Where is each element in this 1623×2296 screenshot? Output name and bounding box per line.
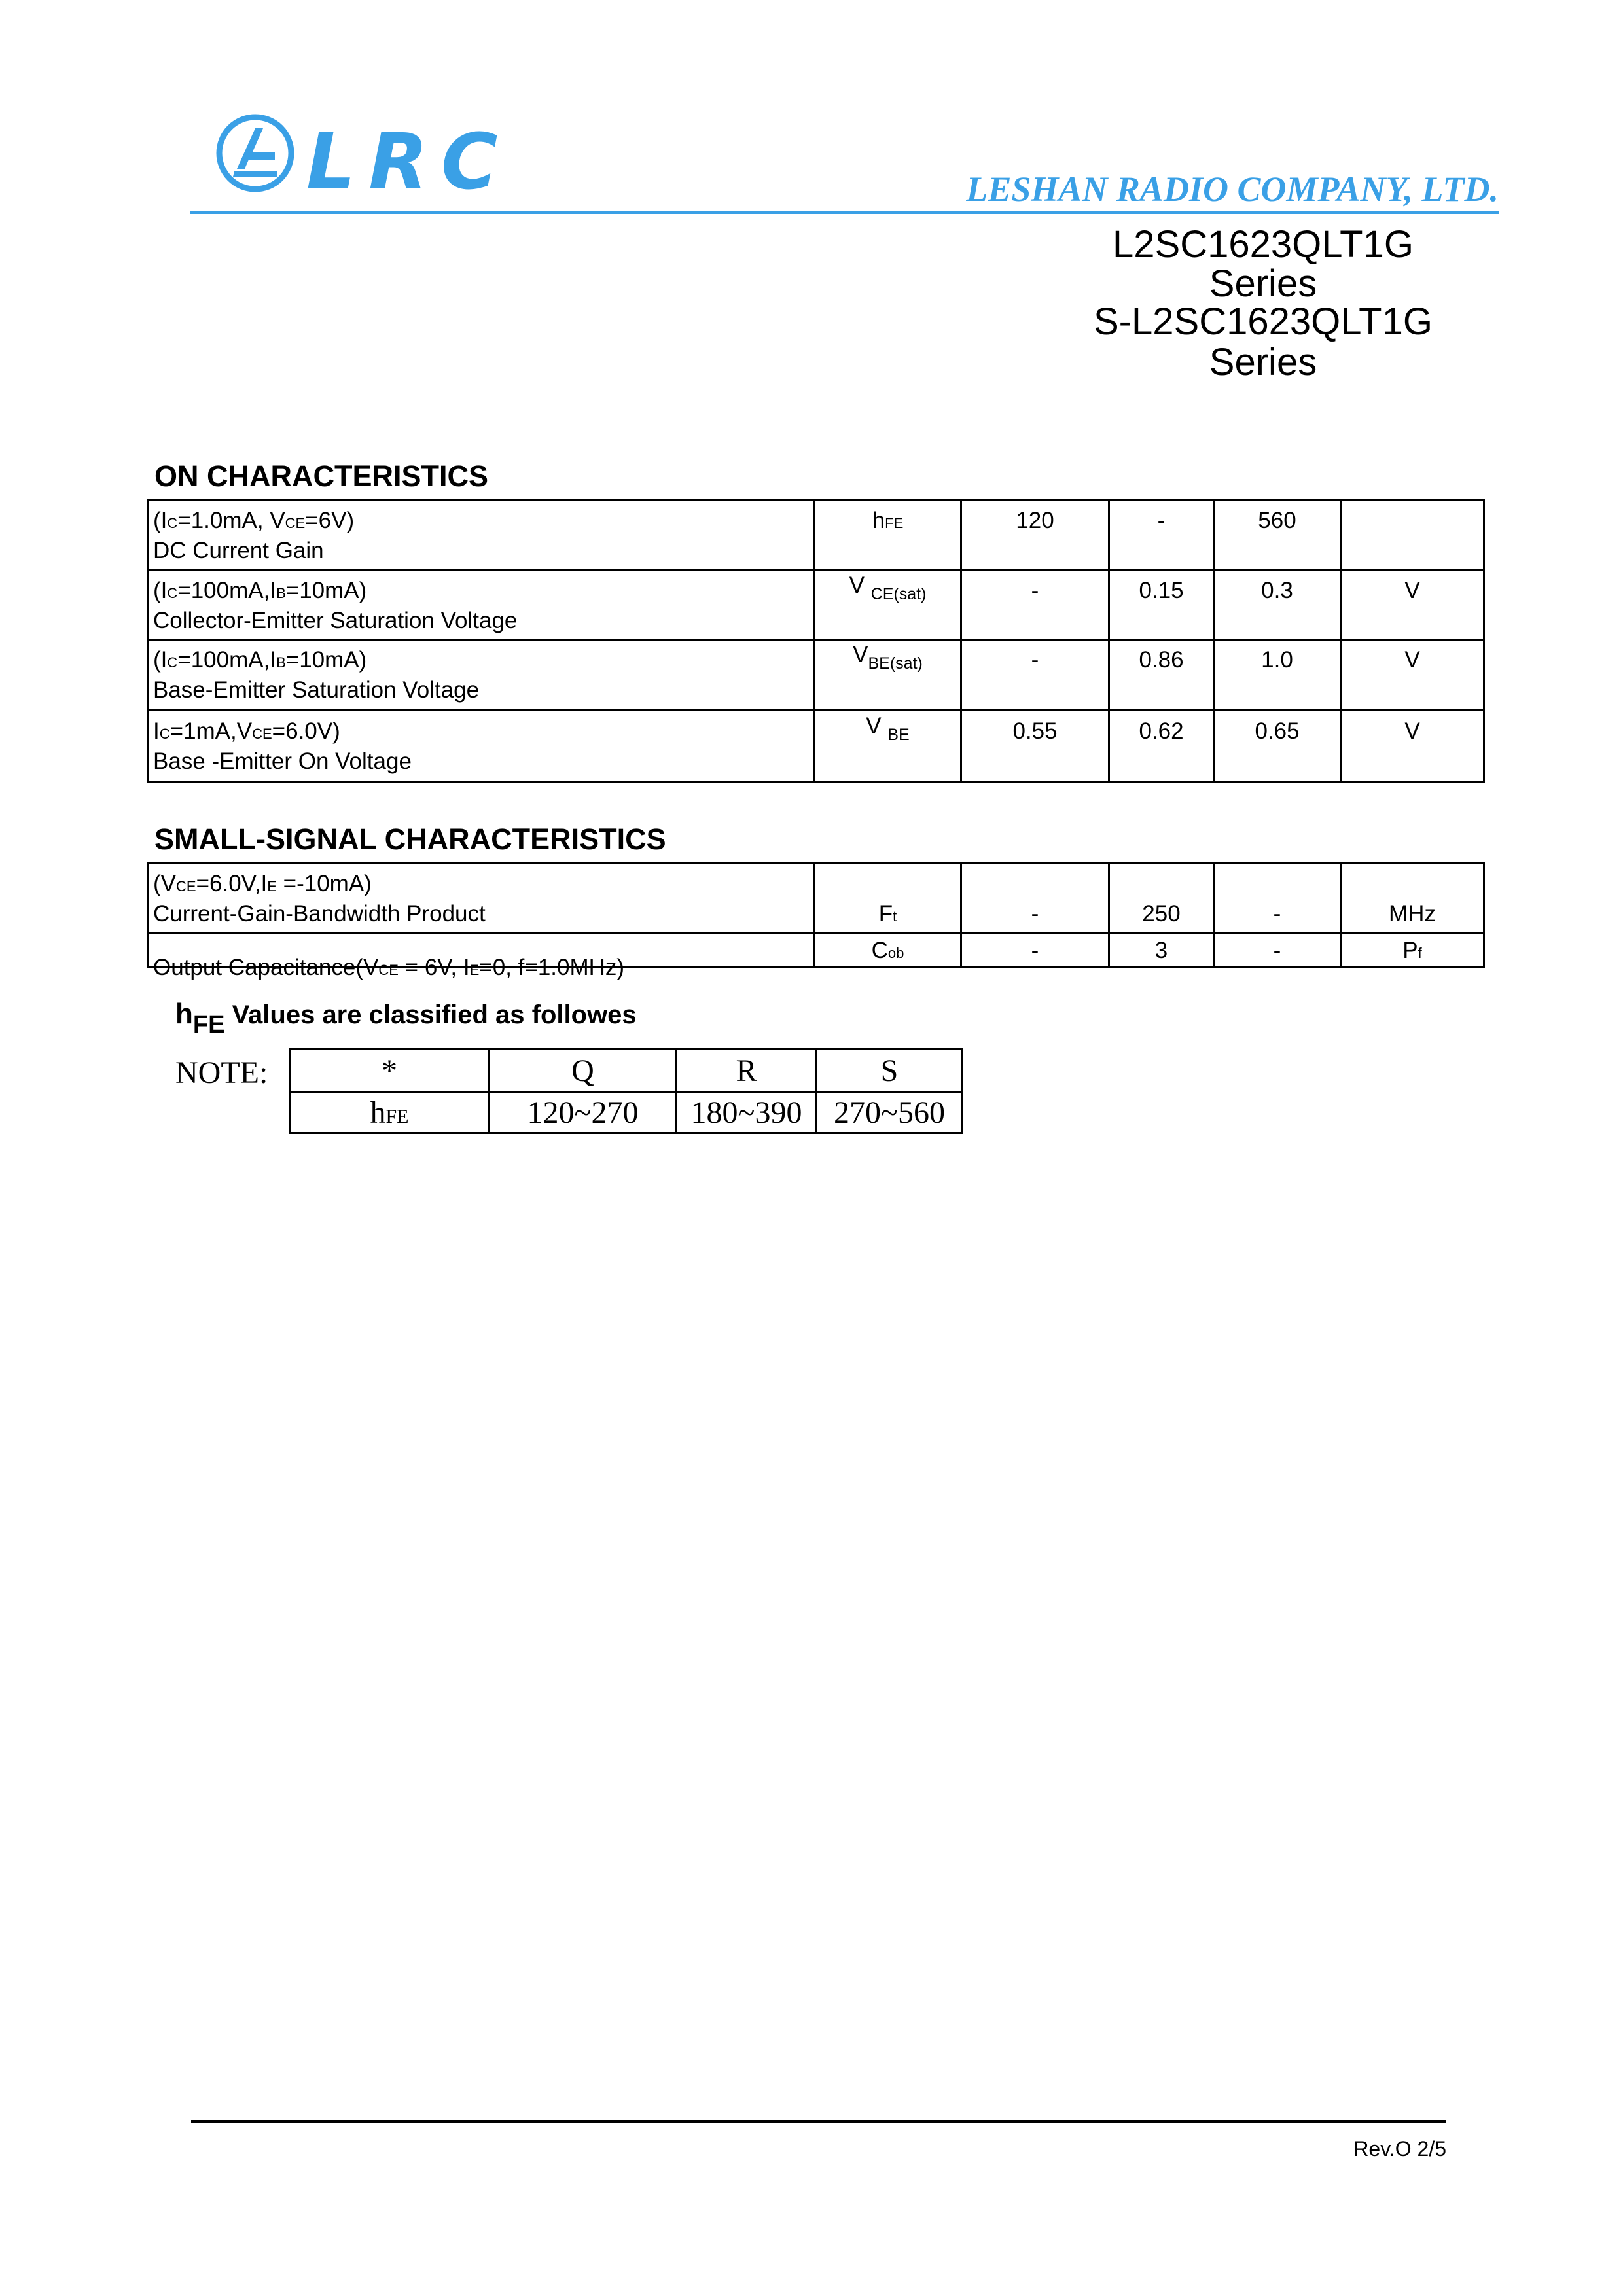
unit-value: V	[1404, 718, 1420, 744]
typ-value: 3	[1154, 937, 1168, 963]
part-number-line-4: Series	[1209, 341, 1317, 383]
param-condition: (IC=100mA,IB=10mA)	[153, 577, 367, 603]
row-label-cell: hFE	[290, 1093, 490, 1133]
typ-value: 250	[1142, 901, 1181, 927]
table-row	[149, 864, 1484, 934]
min-value: -	[1031, 937, 1039, 963]
small-signal-title: SMALL-SIGNAL CHARACTERISTICS	[154, 822, 666, 856]
part-number-line-2: Series	[1209, 262, 1317, 305]
param-symbol: V $_{BE}$	[866, 713, 910, 744]
max-value: 1.0	[1261, 647, 1293, 673]
unit-value: MHz	[1389, 901, 1436, 927]
on-characteristics-table	[147, 499, 1485, 783]
small-signal-table	[147, 862, 1485, 980]
part-number-line-3: S-L2SC1623QLT1G	[1094, 300, 1433, 343]
table-row	[149, 571, 1484, 640]
header-divider	[190, 211, 1499, 214]
header-cell: *	[290, 1050, 490, 1093]
max-value: 0.65	[1255, 718, 1300, 744]
param-condition: (IC=1.0mA, VCE=6V)	[153, 508, 355, 533]
revision-page-label: Rev.O 2/5	[1353, 2137, 1446, 2161]
typ-value: 0.15	[1139, 577, 1184, 603]
table-row	[149, 934, 1484, 968]
value-cell: 180~390	[677, 1093, 817, 1133]
table-row	[290, 1093, 963, 1133]
param-symbol: $V_{BE(sat)}$	[853, 642, 923, 673]
table-row	[149, 710, 1484, 782]
value-cell: 270~560	[817, 1093, 963, 1133]
param-symbol: Cob	[871, 937, 904, 963]
hfe-classification-table	[289, 1048, 963, 1134]
max-value: -	[1273, 901, 1281, 927]
header-cell: Q	[490, 1050, 677, 1093]
header-cell: R	[677, 1050, 817, 1093]
typ-value: 0.86	[1139, 647, 1184, 673]
max-value: -	[1273, 937, 1281, 963]
param-symbol: hFE	[872, 508, 904, 533]
min-value: -	[1031, 647, 1039, 673]
max-value: 560	[1258, 508, 1296, 533]
company-logo	[215, 109, 511, 207]
min-value: -	[1031, 577, 1039, 603]
param-name: DC Current Gain	[153, 538, 324, 563]
value-cell: 120~270	[490, 1093, 677, 1133]
param-name: Current-Gain-Bandwidth Product	[153, 901, 486, 927]
param-condition: (IC=100mA,IB=10mA)	[153, 647, 367, 673]
typ-value: -	[1157, 508, 1166, 533]
param-condition: IC=1mA,VCE=6.0V)	[153, 718, 340, 744]
hfe-classification-title: hFE Values are classified as followes	[175, 998, 637, 1038]
unit-value: V	[1404, 647, 1420, 673]
unit-value: V	[1404, 577, 1420, 603]
min-value: 0.55	[1012, 718, 1058, 744]
table-row	[149, 640, 1484, 710]
part-number-line-1: L2SC1623QLT1G	[1113, 223, 1414, 266]
param-name: Output Capacitance(VCE = 6V, IE=0, f=1.0MHz)	[153, 954, 625, 980]
note-label: NOTE:	[175, 1055, 268, 1090]
param-condition: (VCE=6.0V,IE =-10mA)	[153, 871, 372, 896]
table-row	[149, 501, 1484, 571]
param-name: Base -Emitter On Voltage	[153, 748, 412, 774]
logo-text: LRC	[306, 116, 511, 207]
table-row	[290, 1050, 963, 1093]
min-value: -	[1031, 901, 1039, 927]
on-characteristics-title: ON CHARACTERISTICS	[154, 459, 489, 493]
max-value: 0.3	[1261, 577, 1293, 603]
param-name: Base-Emitter Saturation Voltage	[153, 677, 480, 703]
typ-value: 0.62	[1139, 718, 1184, 744]
footer-divider	[191, 2120, 1446, 2123]
param-name: Collector-Emitter Saturation Voltage	[153, 607, 518, 633]
header-cell: S	[817, 1050, 963, 1093]
min-value: 120	[1016, 508, 1054, 533]
unit-value: Pf	[1402, 937, 1422, 963]
param-symbol: Ft	[878, 901, 897, 927]
company-name: LESHAN RADIO COMPANY, LTD.	[966, 169, 1499, 209]
param-symbol: V $_{CE(sat)}$	[849, 572, 927, 603]
